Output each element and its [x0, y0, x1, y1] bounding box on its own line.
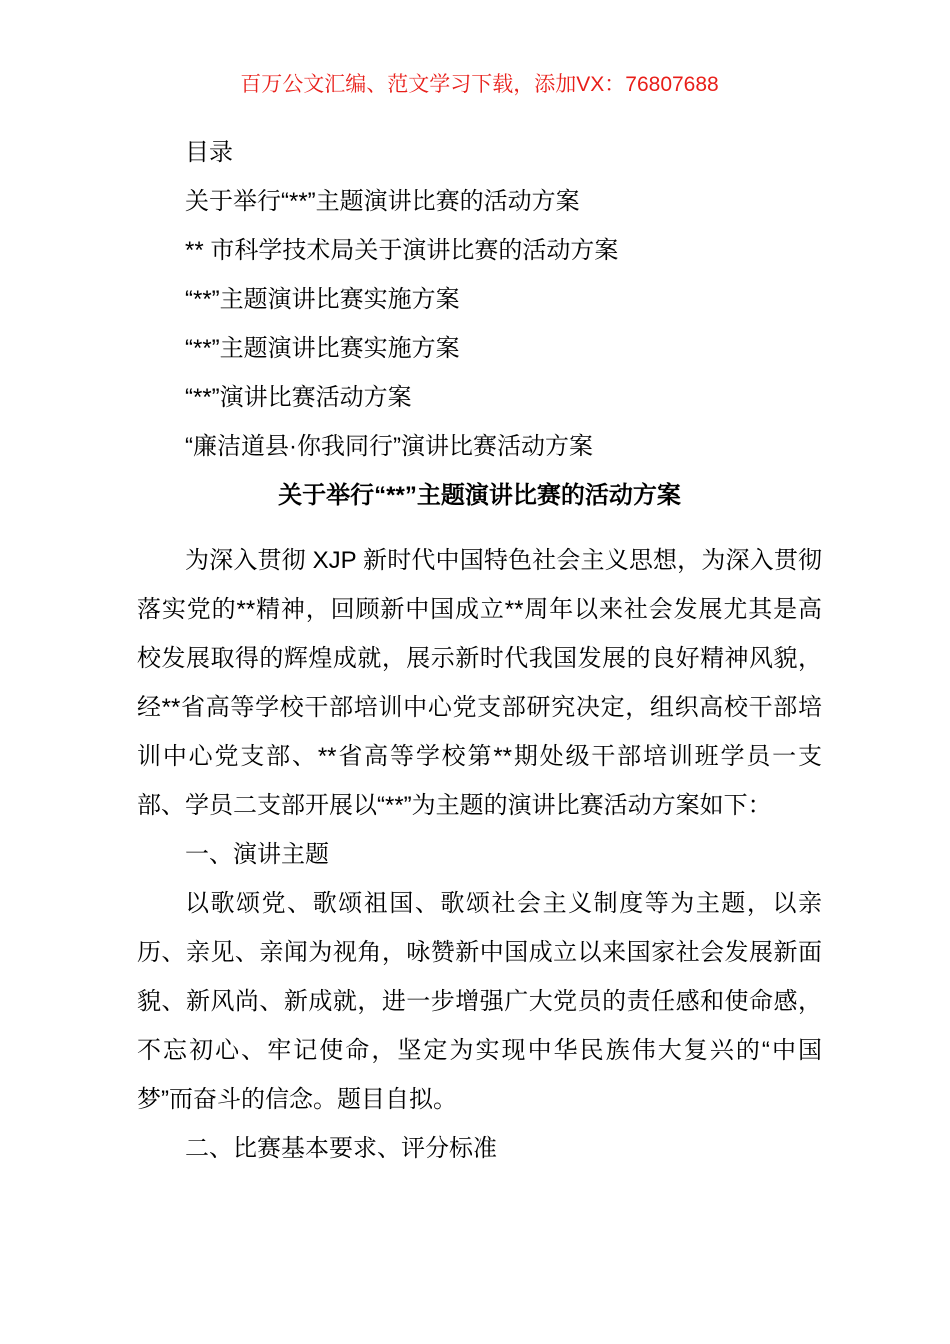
section-heading-2: 二、比赛基本要求、评分标准	[185, 1135, 497, 1162]
toc-item: “廉洁道县·你我同行”演讲比赛活动方案	[185, 433, 593, 460]
toc-heading: 目录	[185, 139, 233, 166]
promo-banner: 百万公文汇编、范文学习下载，添加VX：76807688	[240, 73, 719, 96]
section-heading-1: 一、演讲主题	[185, 841, 329, 868]
toc-item: “**”主题演讲比赛实施方案	[185, 286, 460, 313]
toc-item: ** 市科学技术局关于演讲比赛的活动方案	[185, 237, 619, 264]
section-body-1: 以歌颂党、歌颂祖国、歌颂社会主义制度等为主题，以亲历、亲见、亲闻为视角，咏赞新中国成立以来国家社会发展新面貌、新风尚、新成就，进一步增强广大党员的责任感和使命感，不忘初心、牢记使命，坚定为实现中华民族伟大复兴的“中国梦”而奋斗的信念。题目自拟。	[137, 890, 822, 1113]
toc-item: 关于举行“**”主题演讲比赛的活动方案	[185, 188, 580, 215]
article-intro-paragraph: 为深入贯彻 XJP 新时代中国特色社会主义思想，为深入贯彻落实党的**精神，回顾新中国成立**周年以来社会发展尤其是高校发展取得的辉煌成就，展示新时代我国发展的良好精神风貌，经**省高等学校干部培训中心党支部研究决定，组织高校干部培训中心党支部、**省高等学校第**期处级干部培训班学员一支部、学员二支部开展以“**”为主题的演讲比赛活动方案如下：	[137, 547, 822, 819]
toc-item: “**”主题演讲比赛实施方案	[185, 335, 460, 362]
document-body	[137, 128, 822, 1173]
article-title: 关于举行“**”主题演讲比赛的活动方案	[278, 482, 681, 509]
toc-item: “**”演讲比赛活动方案	[185, 384, 412, 411]
